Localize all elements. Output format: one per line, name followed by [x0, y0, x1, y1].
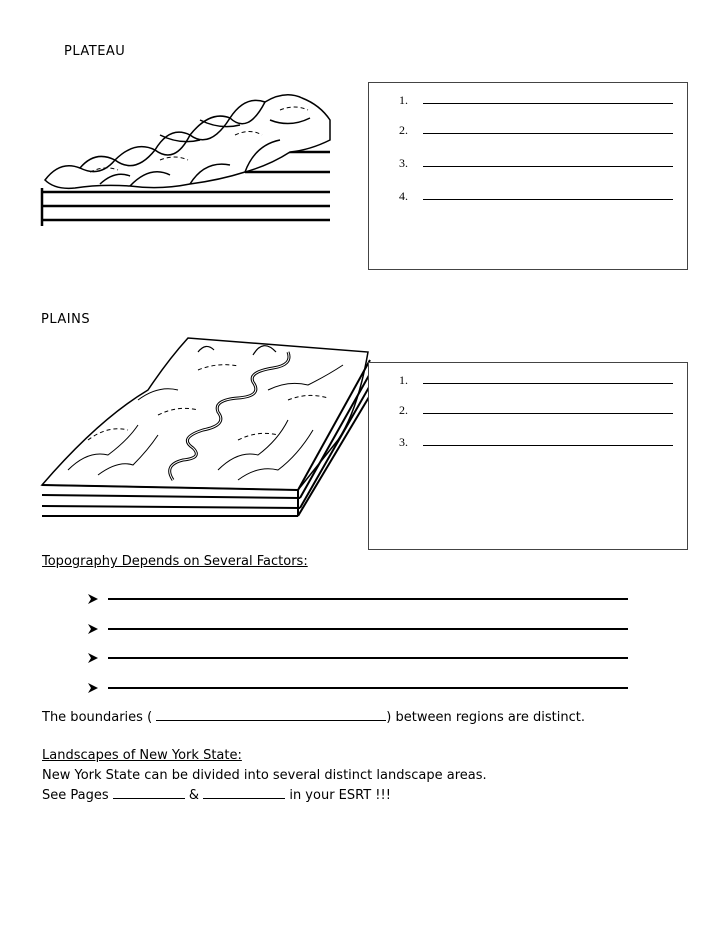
landscapes-heading: Landscapes of New York State:	[42, 748, 242, 763]
factor-bullet-2[interactable]	[86, 622, 628, 636]
arrow-bullet-icon	[86, 622, 100, 636]
boundaries-sentence	[42, 710, 585, 725]
boundaries-blank[interactable]	[156, 720, 386, 721]
plains-answer-box	[368, 362, 688, 550]
plains-heading: PLAINS	[41, 312, 91, 327]
plateau-illustration	[40, 80, 340, 240]
factor-bullet-1[interactable]	[86, 592, 628, 606]
plateau-answer-line-3[interactable]: 3.	[399, 156, 673, 171]
plateau-answer-line-1[interactable]: 1.	[399, 93, 673, 108]
page-blank-2[interactable]	[203, 798, 285, 799]
arrow-bullet-icon	[86, 651, 100, 665]
plateau-answer-box	[368, 82, 688, 270]
factors-heading: Topography Depends on Several Factors:	[42, 554, 308, 569]
boundaries-text-before: The boundaries (	[42, 710, 153, 725]
ampersand: &	[188, 788, 200, 803]
plains-answer-line-2[interactable]: 2.	[399, 403, 673, 418]
landscapes-line-2	[42, 788, 391, 803]
landscapes-line-1: New York State can be divided into several distinct landscape areas.	[42, 768, 487, 783]
esrt-label: in your ESRT !!!	[289, 788, 391, 803]
factor-bullet-3[interactable]	[86, 651, 628, 665]
factor-bullet-4[interactable]	[86, 681, 628, 695]
see-pages-label: See Pages	[42, 788, 109, 803]
arrow-bullet-icon	[86, 592, 100, 606]
arrow-bullet-icon	[86, 681, 100, 695]
plains-illustration	[38, 330, 378, 520]
plateau-answer-line-4[interactable]: 4.	[399, 189, 673, 204]
plains-answer-line-3[interactable]: 3.	[399, 435, 673, 450]
boundaries-text-after: ) between regions are distinct.	[386, 710, 585, 725]
plateau-answer-line-2[interactable]: 2.	[399, 123, 673, 138]
page-blank-1[interactable]	[113, 798, 185, 799]
plains-answer-line-1[interactable]: 1.	[399, 373, 673, 388]
plateau-heading: PLATEAU	[64, 44, 126, 59]
